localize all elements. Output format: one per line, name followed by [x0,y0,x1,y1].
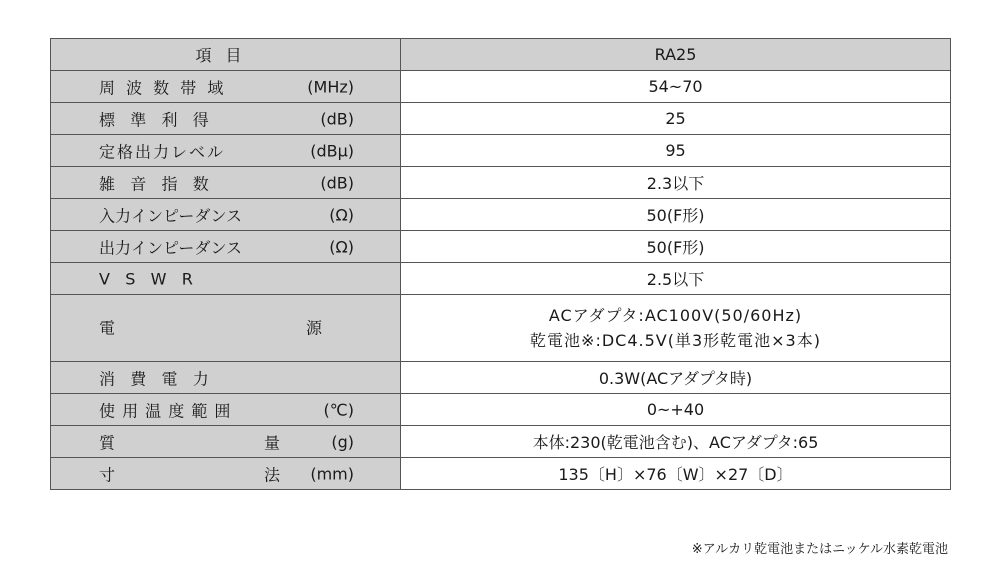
item-unit: (Ω) [329,237,354,256]
header-model: RA25 [401,39,951,71]
item-cell [51,199,401,231]
table-row [51,199,951,231]
item-unit: (mm) [310,464,354,483]
item-name-end: 法 [263,465,280,484]
table-row [51,263,951,295]
item-name-end: 量 [263,433,280,452]
item-name: 入力インピーダンス [99,206,243,225]
table-row [51,362,951,394]
item-name: 寸 [99,465,116,484]
item-value: 2.5以下 [401,263,951,295]
item-cell [51,263,401,295]
item-unit: (MHz) [307,77,354,96]
item-value: 54~70 [401,71,951,103]
item-name: 出力インピーダンス [99,238,243,257]
item-name: V S W R [99,269,193,288]
item-name: 電 [99,318,116,338]
item-name: 周 波 数 帯 域 [99,78,224,97]
item-cell [51,394,401,426]
item-name-end: 源 [305,318,322,338]
item-value [401,295,951,362]
item-name: 消 費 電 力 [99,369,209,388]
spec-table [50,38,951,490]
table-row [51,426,951,458]
item-name: 標 準 利 得 [99,110,209,129]
table-row [51,231,951,263]
item-value: 50(F形) [401,199,951,231]
item-name: 定格出力レベル [99,142,226,161]
table-row [51,103,951,135]
item-value: 95 [401,135,951,167]
item-unit: (dBμ) [310,141,354,160]
item-cell [51,71,401,103]
footnote: ※アルカリ乾電池またはニッケル水素乾電池 [691,542,948,557]
item-value: 25 [401,103,951,135]
item-cell [51,135,401,167]
table-row [51,135,951,167]
table-row [51,167,951,199]
table-row [51,458,951,490]
item-cell [51,458,401,490]
item-value: 2.3以下 [401,167,951,199]
item-value: 135〔H〕×76〔W〕×27〔D〕 [401,458,951,490]
item-unit: (g) [331,432,354,451]
item-value: 本体:230(乾電池含む)、ACアダプタ:65 [401,426,951,458]
item-unit: (℃) [323,400,354,419]
item-name: 雑 音 指 数 [99,174,209,193]
item-cell [51,426,401,458]
item-cell [51,362,401,394]
table-row [51,394,951,426]
header-row [51,39,951,71]
item-unit: (dB) [320,173,354,192]
item-value: 0.3W(ACアダプタ時) [401,362,951,394]
item-unit: (Ω) [329,205,354,224]
item-value-line2: 乾電池※:DC4.5V(単3形乾電池×3本) [530,331,821,350]
item-cell [51,167,401,199]
item-cell [51,295,401,362]
table-row [51,71,951,103]
table-row [51,295,951,362]
item-value-line1: ACアダプタ:AC100V(50/60Hz) [548,306,803,325]
item-cell [51,103,401,135]
header-item: 項目 [51,39,401,71]
item-value: 0~+40 [401,394,951,426]
item-value: 50(F形) [401,231,951,263]
item-cell [51,231,401,263]
item-name: 使 用 温 度 範 囲 [99,401,231,420]
item-name: 質 [99,433,116,452]
item-unit: (dB) [320,109,354,128]
